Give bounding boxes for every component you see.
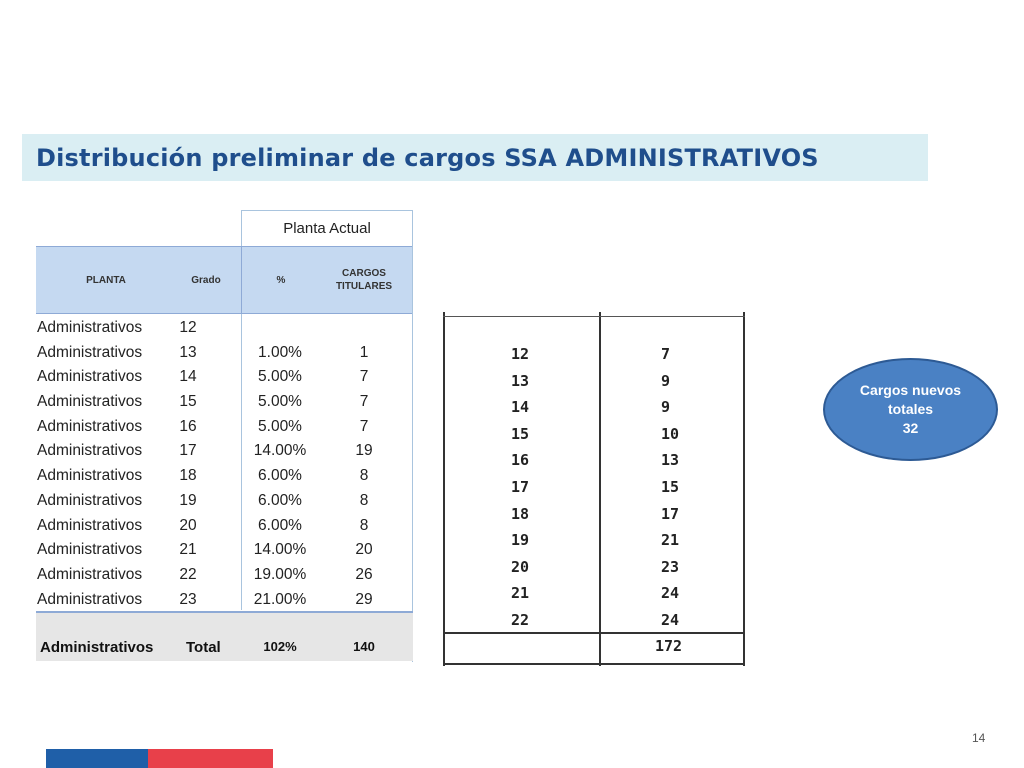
cell-grado: 18 (179, 467, 197, 485)
table-row (443, 345, 745, 365)
cell-cargos: 15 (661, 478, 680, 496)
cell-pct: 14.00% (253, 541, 307, 559)
total-pct: 102% (263, 639, 297, 654)
cell-planta: Administrativos (37, 368, 143, 386)
right-table-border-bottom (443, 663, 745, 665)
cell-grado: 14 (179, 368, 197, 386)
cell-cargos: 1 (359, 343, 369, 361)
footer-bar-blue (46, 749, 148, 768)
callout-line1: Cargos nuevos (859, 382, 962, 398)
total-planta: Administrativos (40, 639, 154, 656)
cell-grado: 15 (179, 393, 197, 411)
table-row (443, 478, 745, 498)
cell-cargos: 13 (661, 451, 680, 470)
cell-planta: Administrativos (37, 319, 143, 336)
table-row (443, 425, 745, 445)
callout-line3: 32 (902, 420, 919, 436)
cell-cargos: 24 (661, 584, 680, 603)
header-cargos (326, 247, 402, 313)
cell-planta: Administrativos (37, 565, 143, 583)
table-row (36, 365, 413, 390)
cell-pct: 21.00% (253, 590, 307, 608)
right-table-total: 172 (655, 637, 683, 655)
cell-cargos: 9 (661, 398, 671, 417)
table-row (36, 439, 413, 464)
cell-grado: 23 (179, 590, 197, 608)
cell-cargos: 7 (359, 417, 369, 435)
header-cargos-line1: CARGOS (342, 268, 386, 279)
cell-grado: 19 (511, 531, 530, 550)
cell-planta: Administrativos (37, 541, 143, 559)
cell-pct: 6.00% (258, 467, 302, 485)
cell-pct: 5.00% (258, 417, 302, 435)
cell-pct: 1.00% (258, 343, 302, 361)
cell-grado: 21 (511, 584, 530, 603)
cell-cargos: 24 (661, 611, 680, 629)
slide-title: Distribución preliminar de cargos SSA ADMINISTRATIVOS (36, 143, 819, 172)
cell-cargos: 7 (661, 345, 671, 363)
header-separator (241, 247, 242, 313)
table-row (36, 316, 413, 341)
cell-planta: Administrativos (37, 442, 143, 460)
callout-new-positions (823, 358, 998, 461)
cell-grado: 16 (511, 451, 530, 470)
total-grado: Total (186, 639, 221, 656)
table-row (36, 341, 413, 366)
cell-cargos: 23 (661, 557, 680, 576)
table-row (443, 451, 745, 471)
table-row (443, 372, 745, 392)
cell-planta: Administrativos (37, 516, 143, 534)
cell-cargos: 8 (359, 491, 369, 509)
table-row (443, 584, 745, 604)
cell-grado: 18 (511, 504, 530, 523)
cell-pct: 5.00% (258, 368, 302, 386)
right-table (443, 312, 748, 666)
cell-planta: Administrativos (37, 417, 143, 435)
header-cargos-line2: TITULARES (335, 281, 393, 292)
right-table-total-separator (443, 632, 745, 634)
cell-grado: 17 (179, 442, 197, 460)
table-row (36, 390, 413, 415)
cell-pct: 6.00% (258, 491, 302, 509)
left-table-header (36, 246, 413, 314)
cell-pct: 14.00% (253, 442, 307, 460)
total-cargos: 140 (353, 639, 375, 654)
cell-grado: 21 (179, 541, 197, 559)
left-table-body (36, 316, 413, 612)
group-header-planta-actual: Planta Actual (241, 210, 413, 246)
table-row (443, 505, 745, 525)
cell-grado: 13 (511, 371, 530, 390)
table-row (443, 558, 745, 578)
cell-planta: Administrativos (37, 467, 143, 485)
table-row (36, 514, 413, 539)
cell-grado: 22 (179, 565, 197, 583)
callout-line2: totales (887, 401, 934, 417)
cell-planta: Administrativos (37, 343, 143, 361)
cell-grado: 14 (511, 398, 530, 417)
header-pct: % (276, 274, 286, 286)
title-banner (22, 134, 928, 181)
footer-bar-red (148, 749, 273, 768)
table-row (36, 538, 413, 563)
cell-grado: 16 (179, 417, 197, 435)
left-table-total-row (36, 611, 413, 661)
cell-grado: 12 (511, 345, 530, 363)
cell-grado: 20 (511, 557, 530, 576)
table-row (443, 611, 745, 631)
cell-cargos: 8 (359, 467, 369, 485)
header-planta: PLANTA (86, 274, 126, 286)
cell-pct: 19.00% (253, 565, 307, 583)
table-row (36, 489, 413, 514)
cell-planta: Administrativos (37, 393, 143, 411)
cell-cargos: 29 (355, 590, 373, 608)
table-row (443, 398, 745, 418)
cell-grado: 15 (511, 424, 530, 443)
cell-cargos: 26 (355, 565, 373, 583)
right-table-border-top (443, 316, 745, 317)
table-row (36, 464, 413, 489)
cell-grado: 22 (511, 611, 530, 629)
cell-cargos: 9 (661, 371, 671, 390)
table-row (36, 588, 413, 613)
cell-grado: 17 (511, 478, 530, 496)
table-row (36, 563, 413, 588)
page-number: 14 (972, 731, 986, 745)
table-row (443, 531, 745, 551)
cell-cargos: 17 (661, 504, 680, 523)
cell-grado: 12 (179, 319, 197, 336)
cell-grado: 19 (179, 491, 197, 509)
cell-grado: 13 (179, 343, 197, 361)
cell-cargos: 7 (359, 368, 369, 386)
cell-cargos: 7 (359, 393, 369, 411)
cell-cargos: 21 (661, 531, 680, 550)
cell-cargos: 8 (359, 516, 369, 534)
cell-pct: 6.00% (258, 516, 302, 534)
cell-cargos: 20 (355, 541, 373, 559)
cell-cargos: 10 (661, 424, 680, 443)
cell-planta: Administrativos (37, 491, 143, 509)
header-grado: Grado (191, 274, 221, 286)
cell-planta: Administrativos (37, 590, 143, 608)
cell-grado: 20 (179, 516, 197, 534)
cell-pct: 5.00% (258, 393, 302, 411)
cell-cargos: 19 (355, 442, 373, 460)
table-row (36, 415, 413, 440)
